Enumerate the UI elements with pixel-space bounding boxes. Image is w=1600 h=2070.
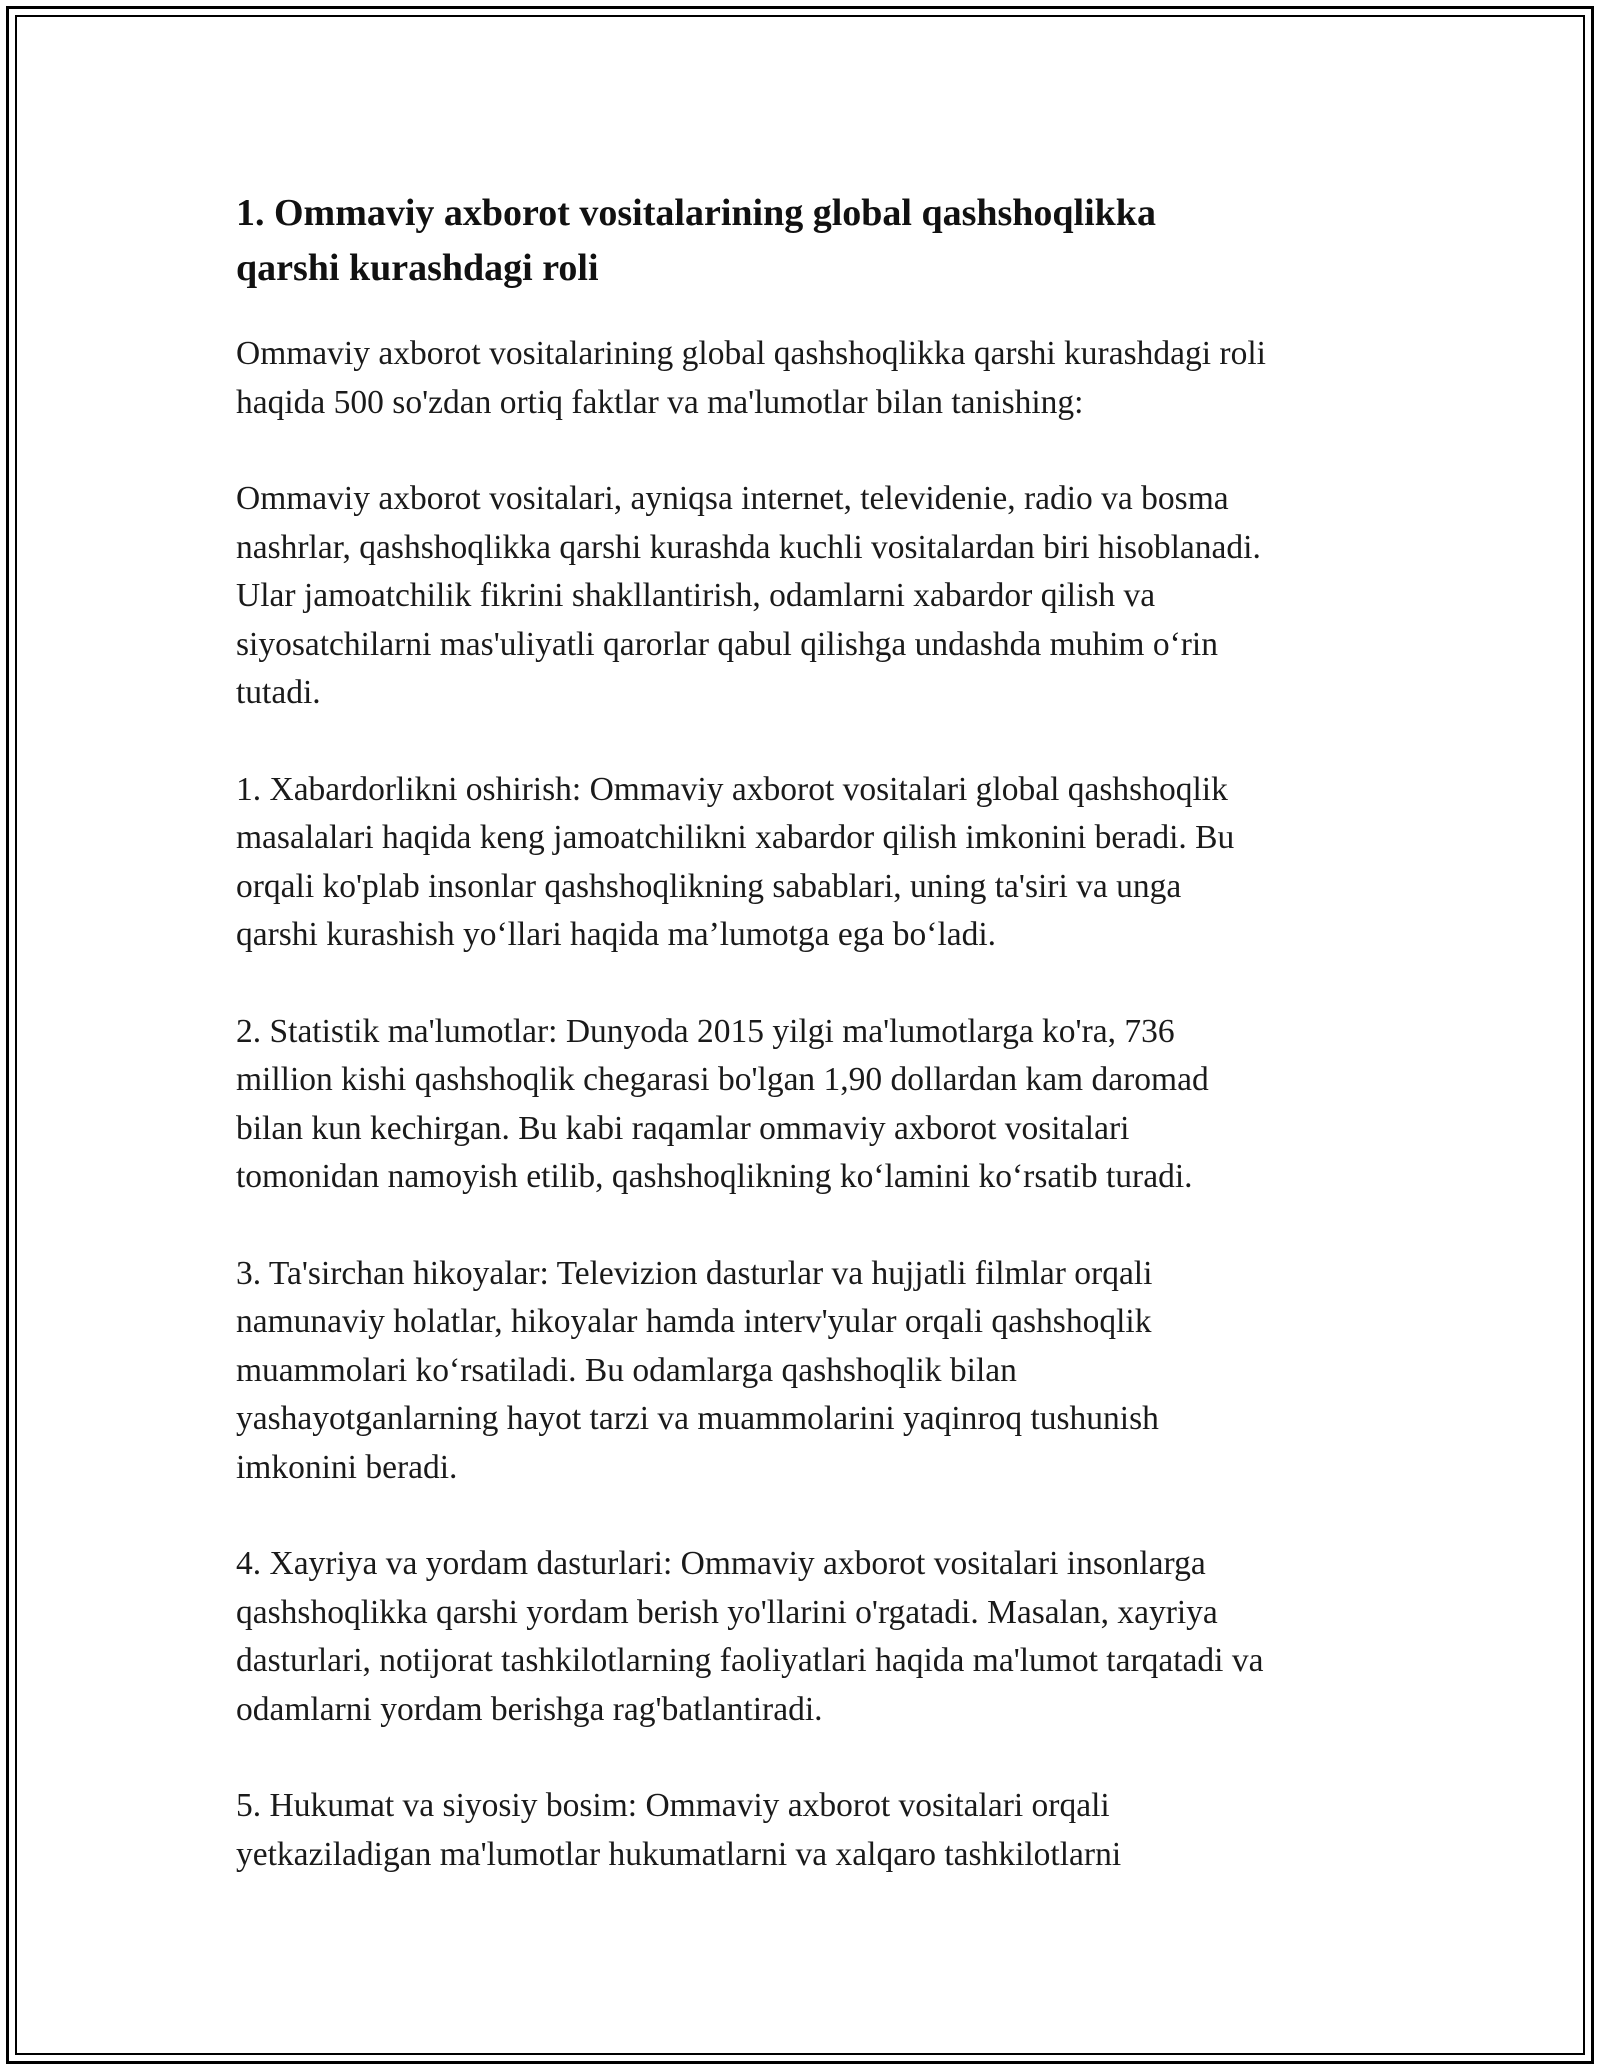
document-title bbox=[236, 186, 1386, 296]
text-line: haqida 500 so'zdan ortiq faktlar va ma'lumotlar bilan tanishing: bbox=[236, 383, 1084, 421]
text-line: siyosatchilarni mas'uliyatli qarorlar qabul qilishga undashda muhim o‘rin bbox=[236, 625, 1218, 663]
text-line: imkonini beradi. bbox=[236, 1448, 458, 1486]
text-line: 2. Statistik ma'lumotlar: Dunyoda 2015 yilgi ma'lumotlarga ko'ra, 736 bbox=[236, 1012, 1175, 1050]
point-1-paragraph bbox=[236, 766, 1386, 960]
text-line: odamlarni yordam berishga rag'batlantiradi. bbox=[236, 1690, 823, 1728]
document-title-line: 1. Ommaviy axborot vositalarining global qashshoqlikka bbox=[236, 192, 1156, 234]
text-line: 5. Hukumat va siyosiy bosim: Ommaviy axborot vositalari orqali bbox=[236, 1787, 1110, 1824]
text-line: qashshoqlikka qarshi yordam berish yo'llarini o'rgatadi. Masalan, xayriya bbox=[236, 1593, 1218, 1631]
text-line: muammolari ko‘rsatiladi. Bu odamlarga qashshoqlik bilan bbox=[236, 1351, 1017, 1389]
point-5-paragraph bbox=[236, 1782, 1386, 1879]
text-line: namunaviy holatlar, hikoyalar hamda interv'yular orqali qashshoqlik bbox=[236, 1303, 1152, 1340]
point-4-paragraph bbox=[236, 1540, 1386, 1734]
document-body bbox=[236, 186, 1386, 1879]
intro-paragraph bbox=[236, 330, 1386, 427]
point-3-paragraph bbox=[236, 1250, 1386, 1493]
text-line: bilan kun kechirgan. Bu kabi raqamlar ommaviy axborot vositalari bbox=[236, 1109, 1130, 1147]
text-line: tutadi. bbox=[236, 674, 321, 711]
text-line: nashrlar, qashshoqlikka qarshi kurashda kuchli vositalardan biri hisoblanadi. bbox=[236, 528, 1261, 566]
text-line: tomonidan namoyish etilib, qashshoqlikning ko‘lamini ko‘rsatib turadi. bbox=[236, 1158, 1193, 1195]
text-line: Ular jamoatchilik fikrini shakllantirish, odamlarni xabardor qilish va bbox=[236, 577, 1156, 614]
text-line: yashayotganlarning hayot tarzi va muammolarini yaqinroq tushunish bbox=[236, 1400, 1159, 1437]
text-line: Ommaviy axborot vositalarining global qashshoqlikka qarshi kurashdagi roli bbox=[236, 335, 1266, 372]
text-line: yetkaziladigan ma'lumotlar hukumatlarni va xalqaro tashkilotlarni bbox=[236, 1835, 1122, 1873]
text-line: million kishi qashshoqlik chegarasi bo'lgan 1,90 dollardan kam daromad bbox=[236, 1061, 1209, 1098]
point-2-paragraph bbox=[236, 1008, 1386, 1202]
text-line: qarshi kurashish yo‘llari haqida ma’lumotga ega bo‘ladi. bbox=[236, 916, 997, 953]
text-line: dasturlari, notijorat tashkilotlarning faoliyatlari haqida ma'lumot tarqatadi va bbox=[236, 1642, 1264, 1679]
text-line: Ommaviy axborot vositalari, ayniqsa internet, televidenie, radio va bosma bbox=[236, 480, 1229, 517]
document-title-line: qarshi kurashdagi roli bbox=[236, 247, 599, 289]
text-line: 3. Ta'sirchan hikoyalar: Televizion dasturlar va hujjatli filmlar orqali bbox=[236, 1254, 1153, 1292]
text-line: orqali ko'plab insonlar qashshoqlikning sabablari, uning ta'siri va unga bbox=[236, 867, 1182, 905]
text-line: 4. Xayriya va yordam dasturlari: Ommaviy axborot vositalari insonlarga bbox=[236, 1545, 1206, 1582]
text-line: masalalari haqida keng jamoatchilikni xabardor qilish imkonini beradi. Bu bbox=[236, 819, 1235, 856]
overview-paragraph bbox=[236, 475, 1386, 718]
text-line: 1. Xabardorlikni oshirish: Ommaviy axborot vositalari global qashshoqlik bbox=[236, 770, 1228, 808]
